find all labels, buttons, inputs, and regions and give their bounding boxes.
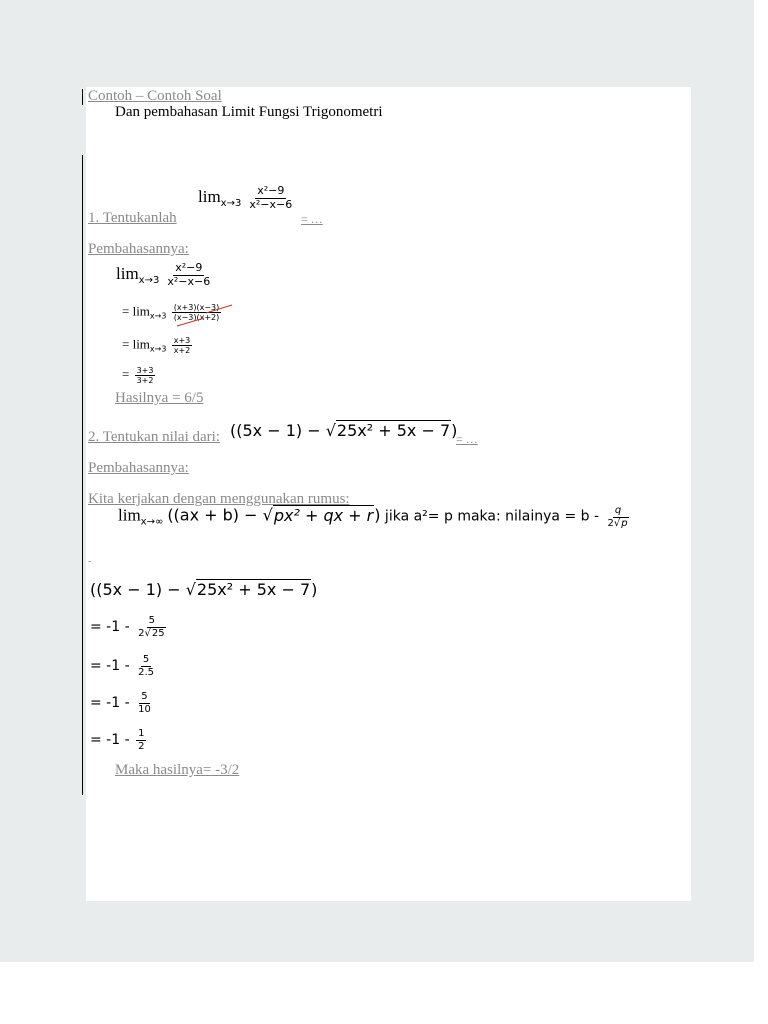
step-prefix: = -1 - (90, 695, 135, 711)
solution2-result: Maka hasilnya= -3/2 (115, 762, 240, 778)
fraction-numerator: 5 (141, 691, 148, 702)
fraction-numerator: (x+3)(x−3) (173, 303, 220, 312)
problem2-equals: = … (456, 432, 478, 446)
expression-left: ((5x − 1) − (230, 421, 326, 440)
fraction-denominator: x²−x−6 (167, 274, 211, 288)
lim-subscript: x→3 (138, 274, 160, 286)
lim-subscript: x→3 (149, 344, 167, 354)
solution1-step1 (116, 262, 214, 288)
fraction-numerator: 1 (138, 728, 145, 739)
fraction-numerator: x²−9 (257, 184, 285, 197)
lim-operator: lim (118, 505, 141, 525)
fraction-denominator: 2 (138, 627, 145, 639)
expression-left: ((5x − 1) − (90, 580, 186, 599)
solution2-step1: = -1 - $\frac{5}{2√25}$ (90, 615, 165, 639)
solution2-step3 (90, 691, 155, 715)
step-prefix: = -1 - (90, 658, 135, 674)
step-prefix: = lim (122, 303, 150, 319)
solution1-step4 (122, 366, 157, 385)
solution2-intro: Kita kerjakan dengan menggunakan rumus: (88, 491, 350, 507)
fraction-numerator: 3+3 (136, 366, 154, 375)
problem1-label: 1. Tentukanlah (88, 210, 177, 226)
expression-radicand: 25x² + 5x − 7 (196, 580, 311, 599)
cancel-marks (174, 300, 240, 332)
doc-title: Contoh – Contoh Soal (88, 88, 222, 104)
doc-subtitle: Dan pembahasan Limit Fungsi Trigonometri (115, 104, 383, 120)
step-prefix: = lim (122, 336, 150, 352)
fraction-denominator: x+2 (173, 346, 191, 356)
fraction-denominator: (x−3)(x+2) (173, 313, 220, 323)
solution1-heading: Pembahasannya: (88, 241, 189, 257)
fraction-numerator: x²−9 (175, 261, 203, 274)
step-prefix: = -1 - (90, 732, 135, 748)
fraction-numerator: x+3 (173, 336, 191, 345)
formula-left: ((ax + b) − (167, 505, 263, 525)
solution2-heading: Pembahasannya: (88, 460, 189, 476)
lim-subscript: x→∞ (140, 516, 164, 528)
step-prefix: = (122, 366, 130, 382)
solution2-step2 (90, 654, 158, 678)
fraction-radicand: p (621, 517, 628, 529)
dash-mark: - (88, 556, 92, 567)
fraction-numerator: q (614, 505, 622, 516)
lim-operator: lim (116, 263, 139, 283)
formula-right: ) (374, 505, 381, 525)
problem1-equals: = … (301, 212, 323, 226)
revision-bar (82, 89, 83, 105)
lim-subscript: x→3 (220, 197, 242, 209)
fraction-numerator: 5 (148, 615, 156, 626)
expression-right: ) (311, 580, 318, 599)
fraction-denominator: 10 (138, 703, 151, 715)
fraction-denominator: 2 (138, 740, 145, 752)
lim-subscript: x→3 (149, 311, 167, 321)
problem2-expression: ((5x − 1) − √25x² + 5x − 7) (230, 421, 458, 440)
solution1-result: Hasilnya = 6/5 (115, 390, 204, 406)
fraction-radicand: 25 (151, 627, 165, 639)
formula-condition: jika a²= p maka: nilainya = b - (380, 508, 604, 525)
fraction-denominator: x²−x−6 (249, 197, 293, 211)
problem1-limit-expression (198, 185, 296, 211)
expression-radicand: 25x² + 5x − 7 (336, 421, 451, 440)
formula-radicand: px² + qx + r (273, 505, 374, 525)
solution2-step4 (90, 728, 148, 752)
problem2-label: 2. Tentukan nilai dari: (88, 429, 220, 445)
expression-right: ) (451, 421, 458, 440)
formula-line: $\lim_{x\to\infty} ((ax + b) - √px^2$ + qx + r) jika a²= p maka: nilainya = b - $\frac{q}{2√p}$ (118, 505, 628, 529)
fraction-denominator: 2.5 (138, 666, 154, 678)
fraction-numerator: 5 (142, 654, 150, 665)
lim-operator: lim (198, 186, 221, 206)
step-prefix: = -1 - (90, 619, 135, 635)
solution2-expression: ((5x − 1) − √25x² + 5x − 7) (90, 580, 318, 599)
revision-bar (82, 155, 83, 795)
fraction-denominator: 2 (607, 517, 614, 529)
fraction-denominator: 3+2 (136, 376, 154, 386)
solution1-step3 (122, 336, 194, 355)
